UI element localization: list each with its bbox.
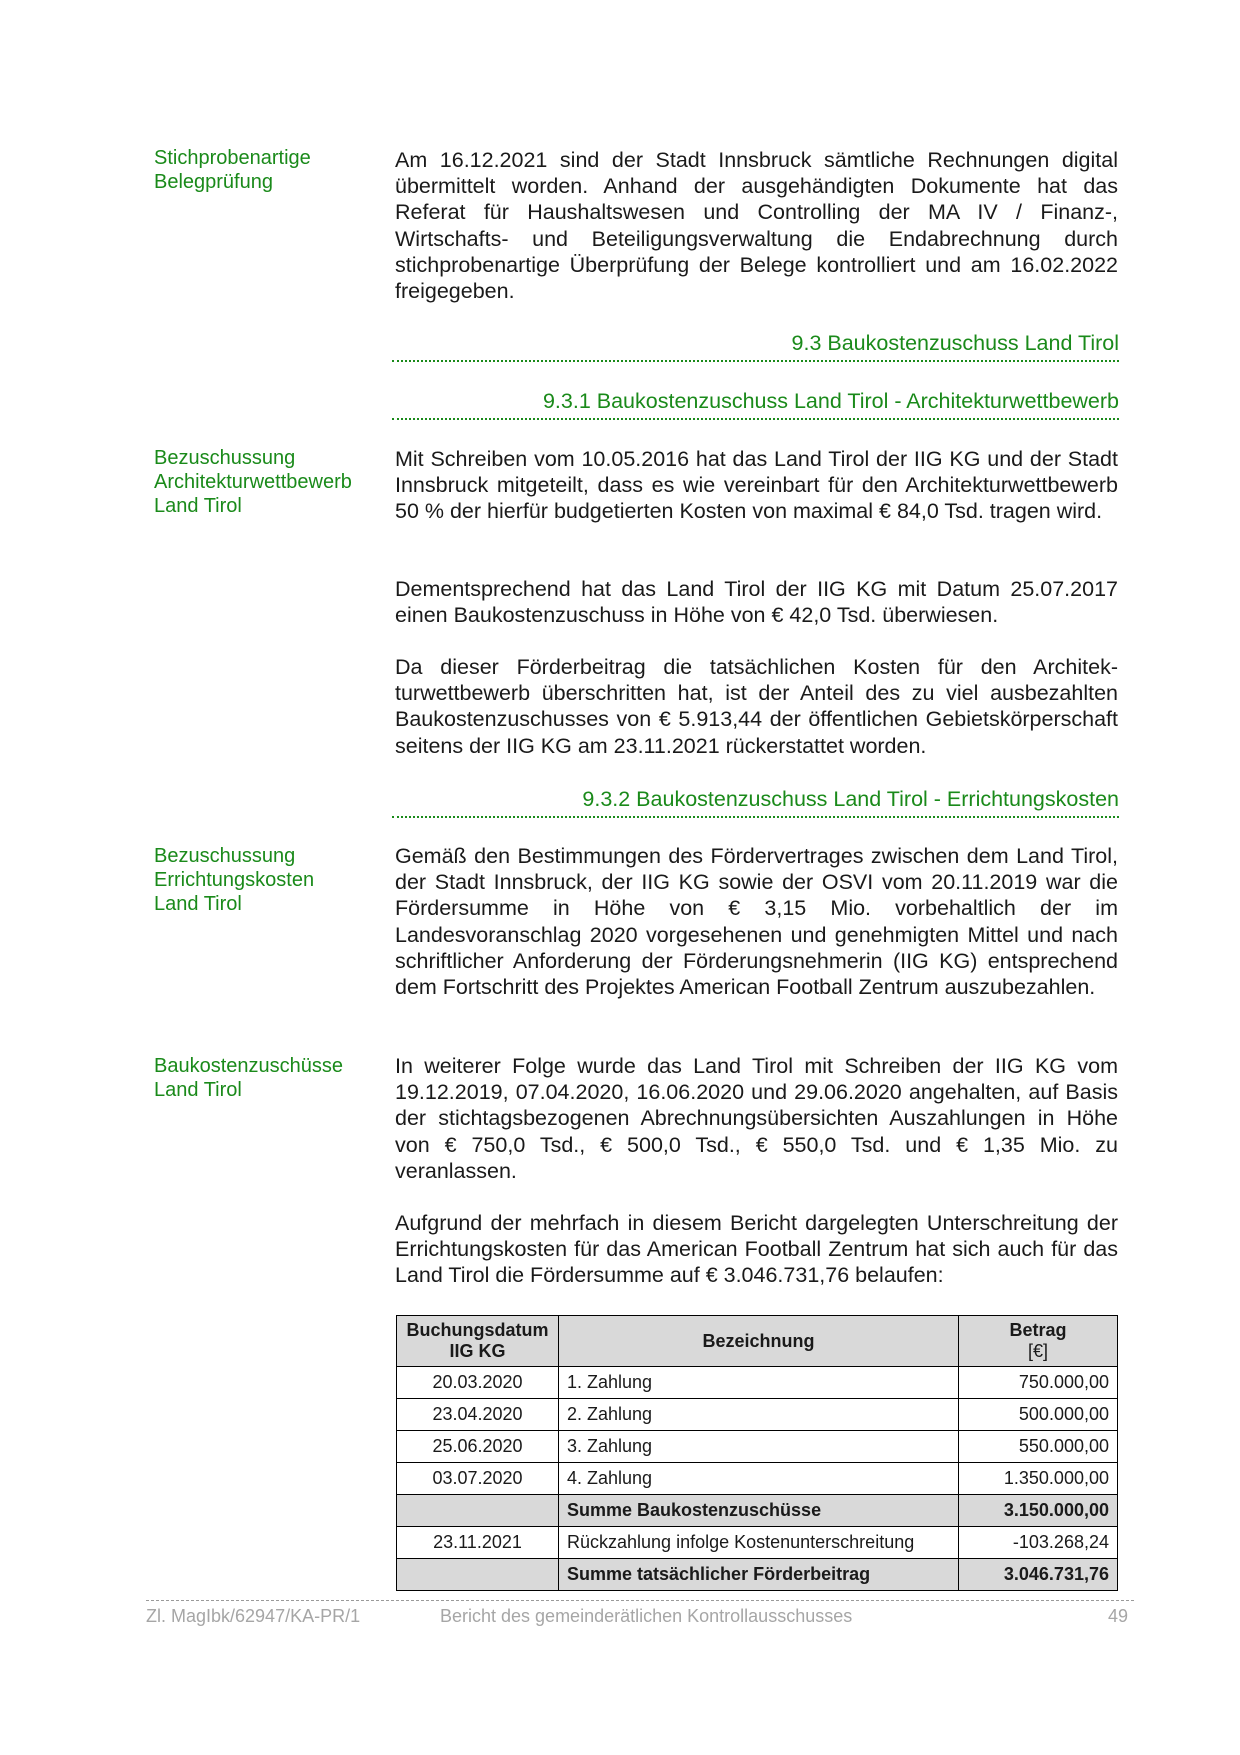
footer-divider	[146, 1600, 1134, 1601]
paragraph-foerdersumme: Aufgrund der mehrfach in diesem Bericht dargelegten Unterschreitung der Errichtungskosten für das American Football Zentrum hat sich auch für das Land Tirol die Fördersumme auf € 3.046.731,76 belaufen:	[395, 1211, 1118, 1288]
table-row: 25.06.2020 3. Zahlung 550.000,00	[397, 1431, 1118, 1463]
heading-9-3-1: 9.3.1 Baukostenzuschuss Land Tirol - Architekturwettbewerb	[392, 388, 1119, 420]
paragraph-belegpruefung: Am 16.12.2021 sind der Stadt Innsbruck sämtliche Rechnungen digital übermittelt worden. Anhand der ausgehändigten Dokumente hat das Referat für Haushaltswesen und Controlling der MA IV / Finanz-, Wirtschafts- und Beteiligungsverwaltung die Endabrechnung durch stichprobenartige Überprüfung der Belege kontrolliert und am 16.02.2022 freigegeben.	[395, 148, 1118, 304]
col-betrag: Betrag [€]	[959, 1316, 1118, 1367]
paragraph-architekturwettbewerb-3: Da dieser Förderbeitrag die tatsächlichen Kosten für den Architekturwettbewerb überschritten hat, ist der Anteil des zu viel ausbezahlten Baukostenzuschusses von € 5.913,44 der öffentlichen Gebietskörperschaft seitens der IIG KG am 23.11.2021 rückerstattet worden.	[395, 655, 1118, 758]
footer-title: Bericht des gemeinderätlichen Kontrollausschusses	[440, 1606, 853, 1626]
table-sum-row: Summe Baukostenzuschüsse 3.150.000,00	[397, 1495, 1118, 1527]
col-bezeichnung: Bezeichnung	[559, 1316, 959, 1367]
side-label-baukostenzuschuesse: Baukostenzuschüsse Land Tirol	[154, 1055, 344, 1101]
side-label-errichtungskosten: Bezuschussung Errichtungskosten Land Tirol	[154, 845, 315, 915]
table-row: 20.03.2020 1. Zahlung 750.000,00	[397, 1367, 1118, 1399]
col-buchungsdatum: Buchungsdatum IIG KG	[397, 1316, 559, 1367]
paragraph-errichtungskosten: Gemäß den Bestimmungen des Fördervertrages zwischen dem Land Tirol, der Stadt Innsbruck, der IIG KG sowie der OSVI vom 20.11.2019 war die Fördersumme in Höhe von € 3,15 Mio. vorbehaltlich der im Landesvoranschlag 2020 vorgesehenen und genehmigten Mittel und nach schriftlicher Anforderung der Förderungsnehmerin (IIG KG) entsprechend dem Fortschritt des Projektes American Football Zentrum auszubezahlen.	[395, 844, 1118, 1000]
paragraph-architekturwettbewerb-1: Mit Schreiben vom 10.05.2016 hat das Land Tirol der IIG KG und der Stadt Innsbruck mitgeteilt, dass es wie vereinbart für den Architekturwettbewerb 50 % der hierfür budgetierten Kosten von maximal € 84,0 Tsd. tragen wird.	[395, 447, 1118, 524]
footer-reference: Zl. MagIbk/62947/KA-PR/1	[146, 1606, 361, 1626]
table-row: 23.11.2021 Rückzahlung infolge Kostenunterschreitung -103.268,24	[397, 1527, 1118, 1559]
paragraph-architekturwettbewerb-2: Dementsprechend hat das Land Tirol der IIG KG mit Datum 25.07.2017 einen Baukostenzuschuss in Höhe von € 42,0 Tsd. überwiesen.	[395, 577, 1118, 628]
heading-9-3: 9.3 Baukostenzuschuss Land Tirol	[392, 330, 1119, 362]
table-header-row	[397, 1316, 1118, 1367]
table-row: 23.04.2020 2. Zahlung 500.000,00	[397, 1399, 1118, 1431]
foerderbeitrag-table	[396, 1315, 1118, 1591]
footer-page-number: 49	[1108, 1606, 1129, 1626]
side-label-architekturwettbewerb: Bezuschussung Architekturwettbewerb Land Tirol	[154, 447, 352, 517]
side-label-belegpruefung: Stichprobenartige Belegprüfung	[154, 147, 311, 193]
table-row: 03.07.2020 4. Zahlung 1.350.000,00	[397, 1463, 1118, 1495]
paragraph-auszahlungen: In weiterer Folge wurde das Land Tirol mit Schreiben der IIG KG vom 19.12.2019, 07.04.2020, 16.06.2020 und 29.06.2020 angehalten, auf Basis der stichtagsbezogenen Abrechnungsübersichten Auszahlungen in Höhe von € 750,0 Tsd., € 500,0 Tsd., € 550,0 Tsd. und € 1,35 Mio. zu veranlassen.	[395, 1054, 1118, 1183]
table-total-row: Summe tatsächlicher Förderbeitrag 3.046.731,76	[397, 1559, 1118, 1591]
heading-9-3-2: 9.3.2 Baukostenzuschuss Land Tirol - Errichtungskosten	[392, 786, 1119, 818]
